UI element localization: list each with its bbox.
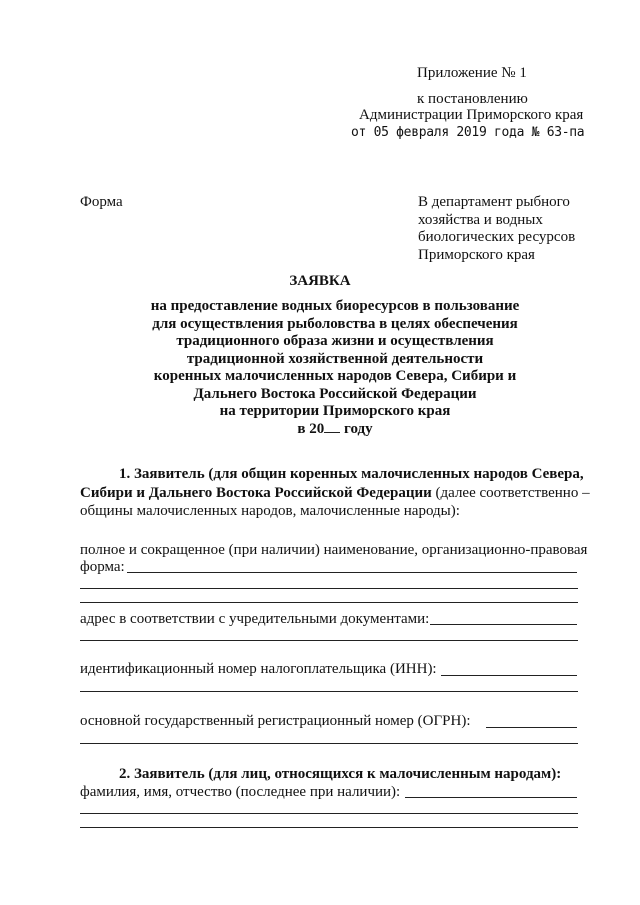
subtitle-line-7: на территории Приморского края [219,403,451,419]
name-form-input-line-3[interactable] [80,602,578,603]
name-form-input-line-2[interactable] [80,588,578,589]
year-prefix: в 20 [297,421,325,437]
subtitle-line-2: для осуществления рыболовства в целях обеспечения [152,316,518,332]
ogrn-input-line-1[interactable] [486,727,577,728]
address-input-line-2[interactable] [80,640,578,641]
document-title: ЗАЯВКА [289,273,351,289]
name-form-input-line-1[interactable] [127,572,577,573]
form-label: Форма [80,194,123,210]
address-input-line-1[interactable] [430,624,577,625]
section1-normal-part: (далее соответственно – [431,485,590,501]
resolution-date: от 05 февраля 2019 года № 63-па [351,125,585,140]
addressee-line-1: В департамент рыбного [418,194,570,210]
appendix-number: Приложение № 1 [417,65,527,81]
administration-name: Администрации Приморского края [359,107,584,123]
fio-label: фамилия, имя, отчество (последнее при наличии): [80,784,401,800]
year-suffix: году [340,421,373,437]
section1-heading-line-1: 1. Заявитель (для общин коренных малочисленных народов Севера, [119,466,584,482]
addressee-line-4: Приморского края [418,247,535,263]
fio-input-line-3[interactable] [80,827,578,828]
section1-heading-line-2 [80,484,590,502]
inn-label: идентификационный номер налогоплательщика (ИНН): [80,661,437,677]
subtitle-year [0,420,640,438]
ogrn-label: основной государственный регистрационный номер (ОГРН): [80,713,471,729]
subtitle-line-4: традиционной хозяйственной деятельности [186,351,484,367]
fio-input-line-2[interactable] [80,813,578,814]
subtitle-line-6: Дальнего Востока Российской Федерации [193,386,477,402]
section1-heading-line-3: общины малочисленных народов, малочисленные народы): [80,503,460,519]
section2-heading: 2. Заявитель (для лиц, относящихся к малочисленным народам): [119,766,562,782]
name-form-label-line-1: полное и сокращенное (при наличии) наименование, организационно-правовая [80,542,588,558]
ogrn-input-line-2[interactable] [80,743,578,744]
subtitle-line-3: традиционного образа жизни и осуществления [176,333,494,349]
inn-input-line-2[interactable] [80,691,578,692]
addressee-line-3: биологических ресурсов [418,229,576,245]
resolution-reference: к постановлению [417,91,528,107]
year-blank[interactable] [324,432,340,433]
address-label: адрес в соответствии с учредительными документами: [80,611,430,627]
subtitle-line-1: на предоставление водных биоресурсов в пользование [150,298,520,314]
section1-bold-part: Сибири и Дальнего Востока Российской Федерации [80,485,432,501]
name-form-label-line-2: форма: [80,559,125,575]
fio-input-line-1[interactable] [405,797,577,798]
addressee-line-2: хозяйства и водных [418,212,543,228]
subtitle-line-5: коренных малочисленных народов Севера, Сибири и [153,368,517,384]
inn-input-line-1[interactable] [441,675,577,676]
